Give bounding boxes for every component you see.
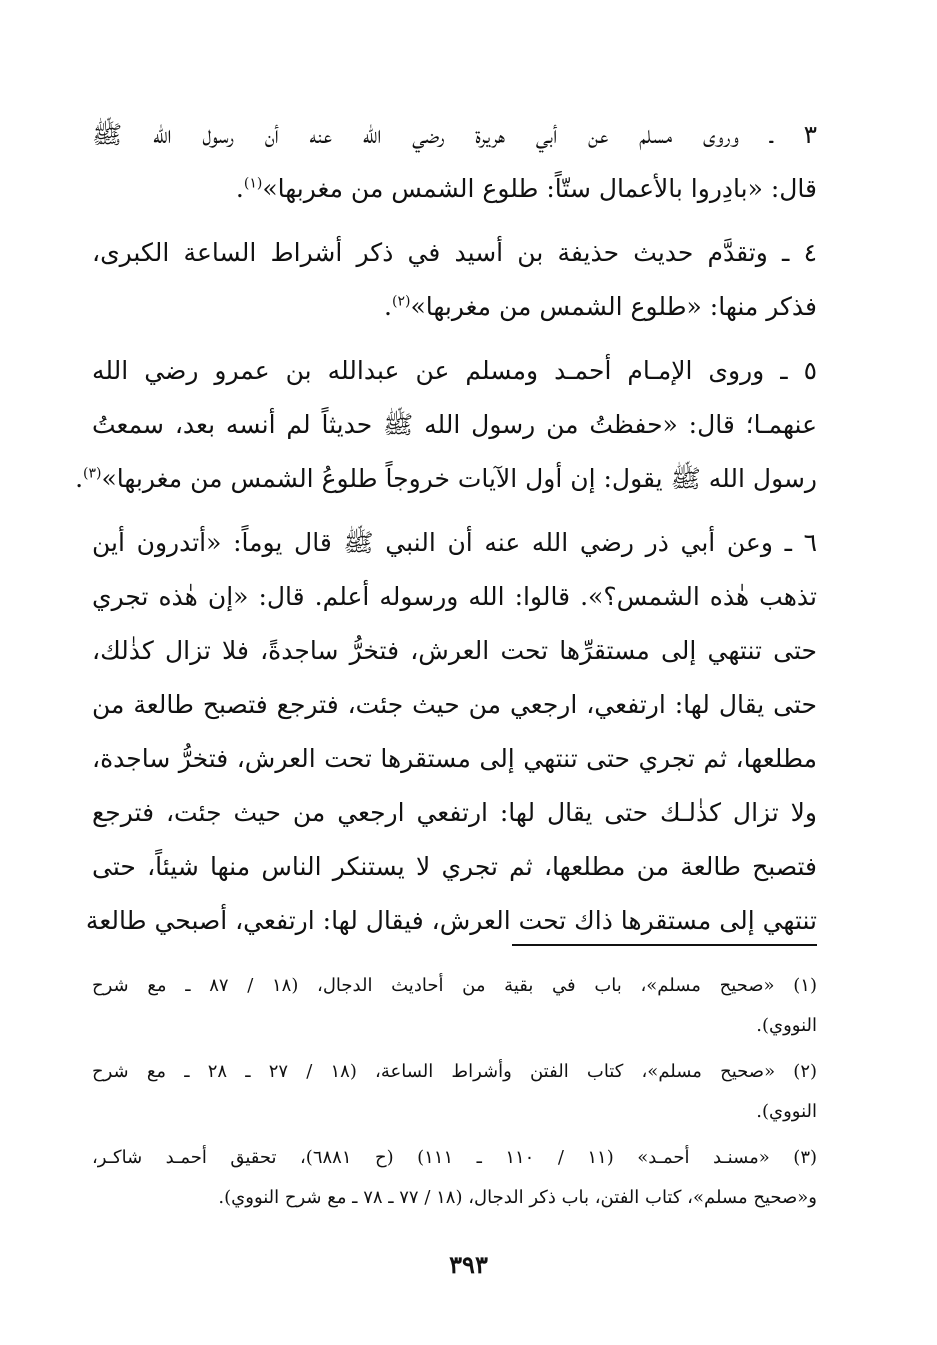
text-line: تذهب هٰذه الشمس؟». قالوا: الله ورسوله أعلم. قال: «إن هٰذه تجري [92, 582, 817, 611]
footnote-1 [92, 966, 817, 1046]
text-line [92, 162, 817, 216]
main-text [75, 108, 817, 958]
footnote-3 [92, 1138, 817, 1218]
text-line: ٦ ـ وعن أبي ذر رضي الله عنه أن النبي ﷺ قال يوماً: «أتدرون أين [92, 528, 817, 557]
text-line: تنتهي إلى مستقرها ذاك تحت العرش، فيقال لها: ارتفعي، أصبحي طالعة [85, 906, 817, 935]
text-line: ولا تزال كذٰلـك حتى يقال لها: ارتفعي ارجعي من حيث جئت، فترجع [92, 798, 817, 827]
text-line: حتى يقال لها: ارتفعي، ارجعي من حيث جئت، فترجع فتصبح طالعة من [92, 690, 817, 719]
text-line-content: فذكر منها: «طلوع الشمس من مغربها» [410, 292, 817, 321]
page-number: ٣٩٣ [449, 1250, 488, 1279]
line-tail: . [235, 174, 244, 203]
footnote-line: و«صحيح مسلم»، كتاب الفتن، باب ذكر الدجال، (١٨ / ٧٧ ـ ٧٨ ـ مع شرح النووي). [218, 1187, 817, 1208]
line-tail: . [384, 292, 392, 321]
hadith-paragraph-5 [75, 344, 817, 506]
footnote-line: النووي). [756, 1015, 817, 1036]
text-line: عنهمـا؛ قال: «حفظتُ من رسول الله ﷺ حديثاً لم أنسه بعد، سمعتُ [92, 410, 817, 439]
line-tail: . [75, 464, 84, 493]
footnote-line: (٣) «مسنـد أحمـد» (١١ / ١١٠ ـ ١١١) (ح ٦٨٨١)، تحقيق أحمـد شاكـر، [92, 1147, 818, 1168]
text-line-content: رسول الله ﷺ يقول: إن أول الآيات خروجاً طلوعُ الشمس من مغربها» [101, 464, 817, 493]
text-line: فتصبح طالعة من مطلعها، ثم تجري لا يستنكر الناس منها شيئاً، حتى [92, 852, 817, 881]
text-line: ٥ ـ وروى الإمـام أحمـد ومسلم عن عبدالله بن عمرو رضي الله [92, 356, 817, 385]
hadith-paragraph-6 [85, 516, 817, 948]
hadith-paragraph-4 [92, 226, 817, 334]
footnote-line: (٢) «صحيح مسلم»، كتاب الفتن وأشراط الساعة، (١٨ / ٢٧ ـ ٢٨ ـ مع شرح [92, 1061, 818, 1082]
footnote-ref: (٣) [83, 465, 102, 482]
footnotes [92, 966, 817, 1224]
footnote-ref: (٢) [391, 293, 411, 310]
hadith-paragraph-3 [92, 108, 817, 216]
text-line-content: قال: «بادِروا بالأعمال ستّاً: طلوع الشمس من مغربها» [262, 174, 817, 203]
footnote-2 [92, 1052, 817, 1132]
text-line: حتى تنتهي إلى مستقرِّها تحت العرش، فتخرُّ ساجدةً، فلا تزال كذٰلك، [92, 636, 817, 665]
footnote-ref: (١) [243, 175, 263, 192]
footnote-line: النووي). [756, 1101, 817, 1122]
footnote-separator [512, 944, 817, 946]
text-line: مطلعها، ثم تجري حتى تنتهي إلى مستقرها تحت العرش، فتخرُّ ساجدة، [92, 744, 817, 773]
text-line [75, 452, 817, 506]
text-line: ٤ ـ وتقدَّم حديث حذيفة بن أسيد في ذكر أشراط الساعة الكبرى، [92, 238, 817, 267]
footnote-line: (١) «صحيح مسلم»، باب في بقية من أحاديث الدجال، (١٨ / ٨٧ ـ مع شرح [92, 975, 817, 996]
text-line: ٣ ـ وروى مسلم عن أبي هريرة رضي الله عنه أن رسول الله ﷺ [92, 120, 817, 149]
text-line [92, 280, 817, 334]
